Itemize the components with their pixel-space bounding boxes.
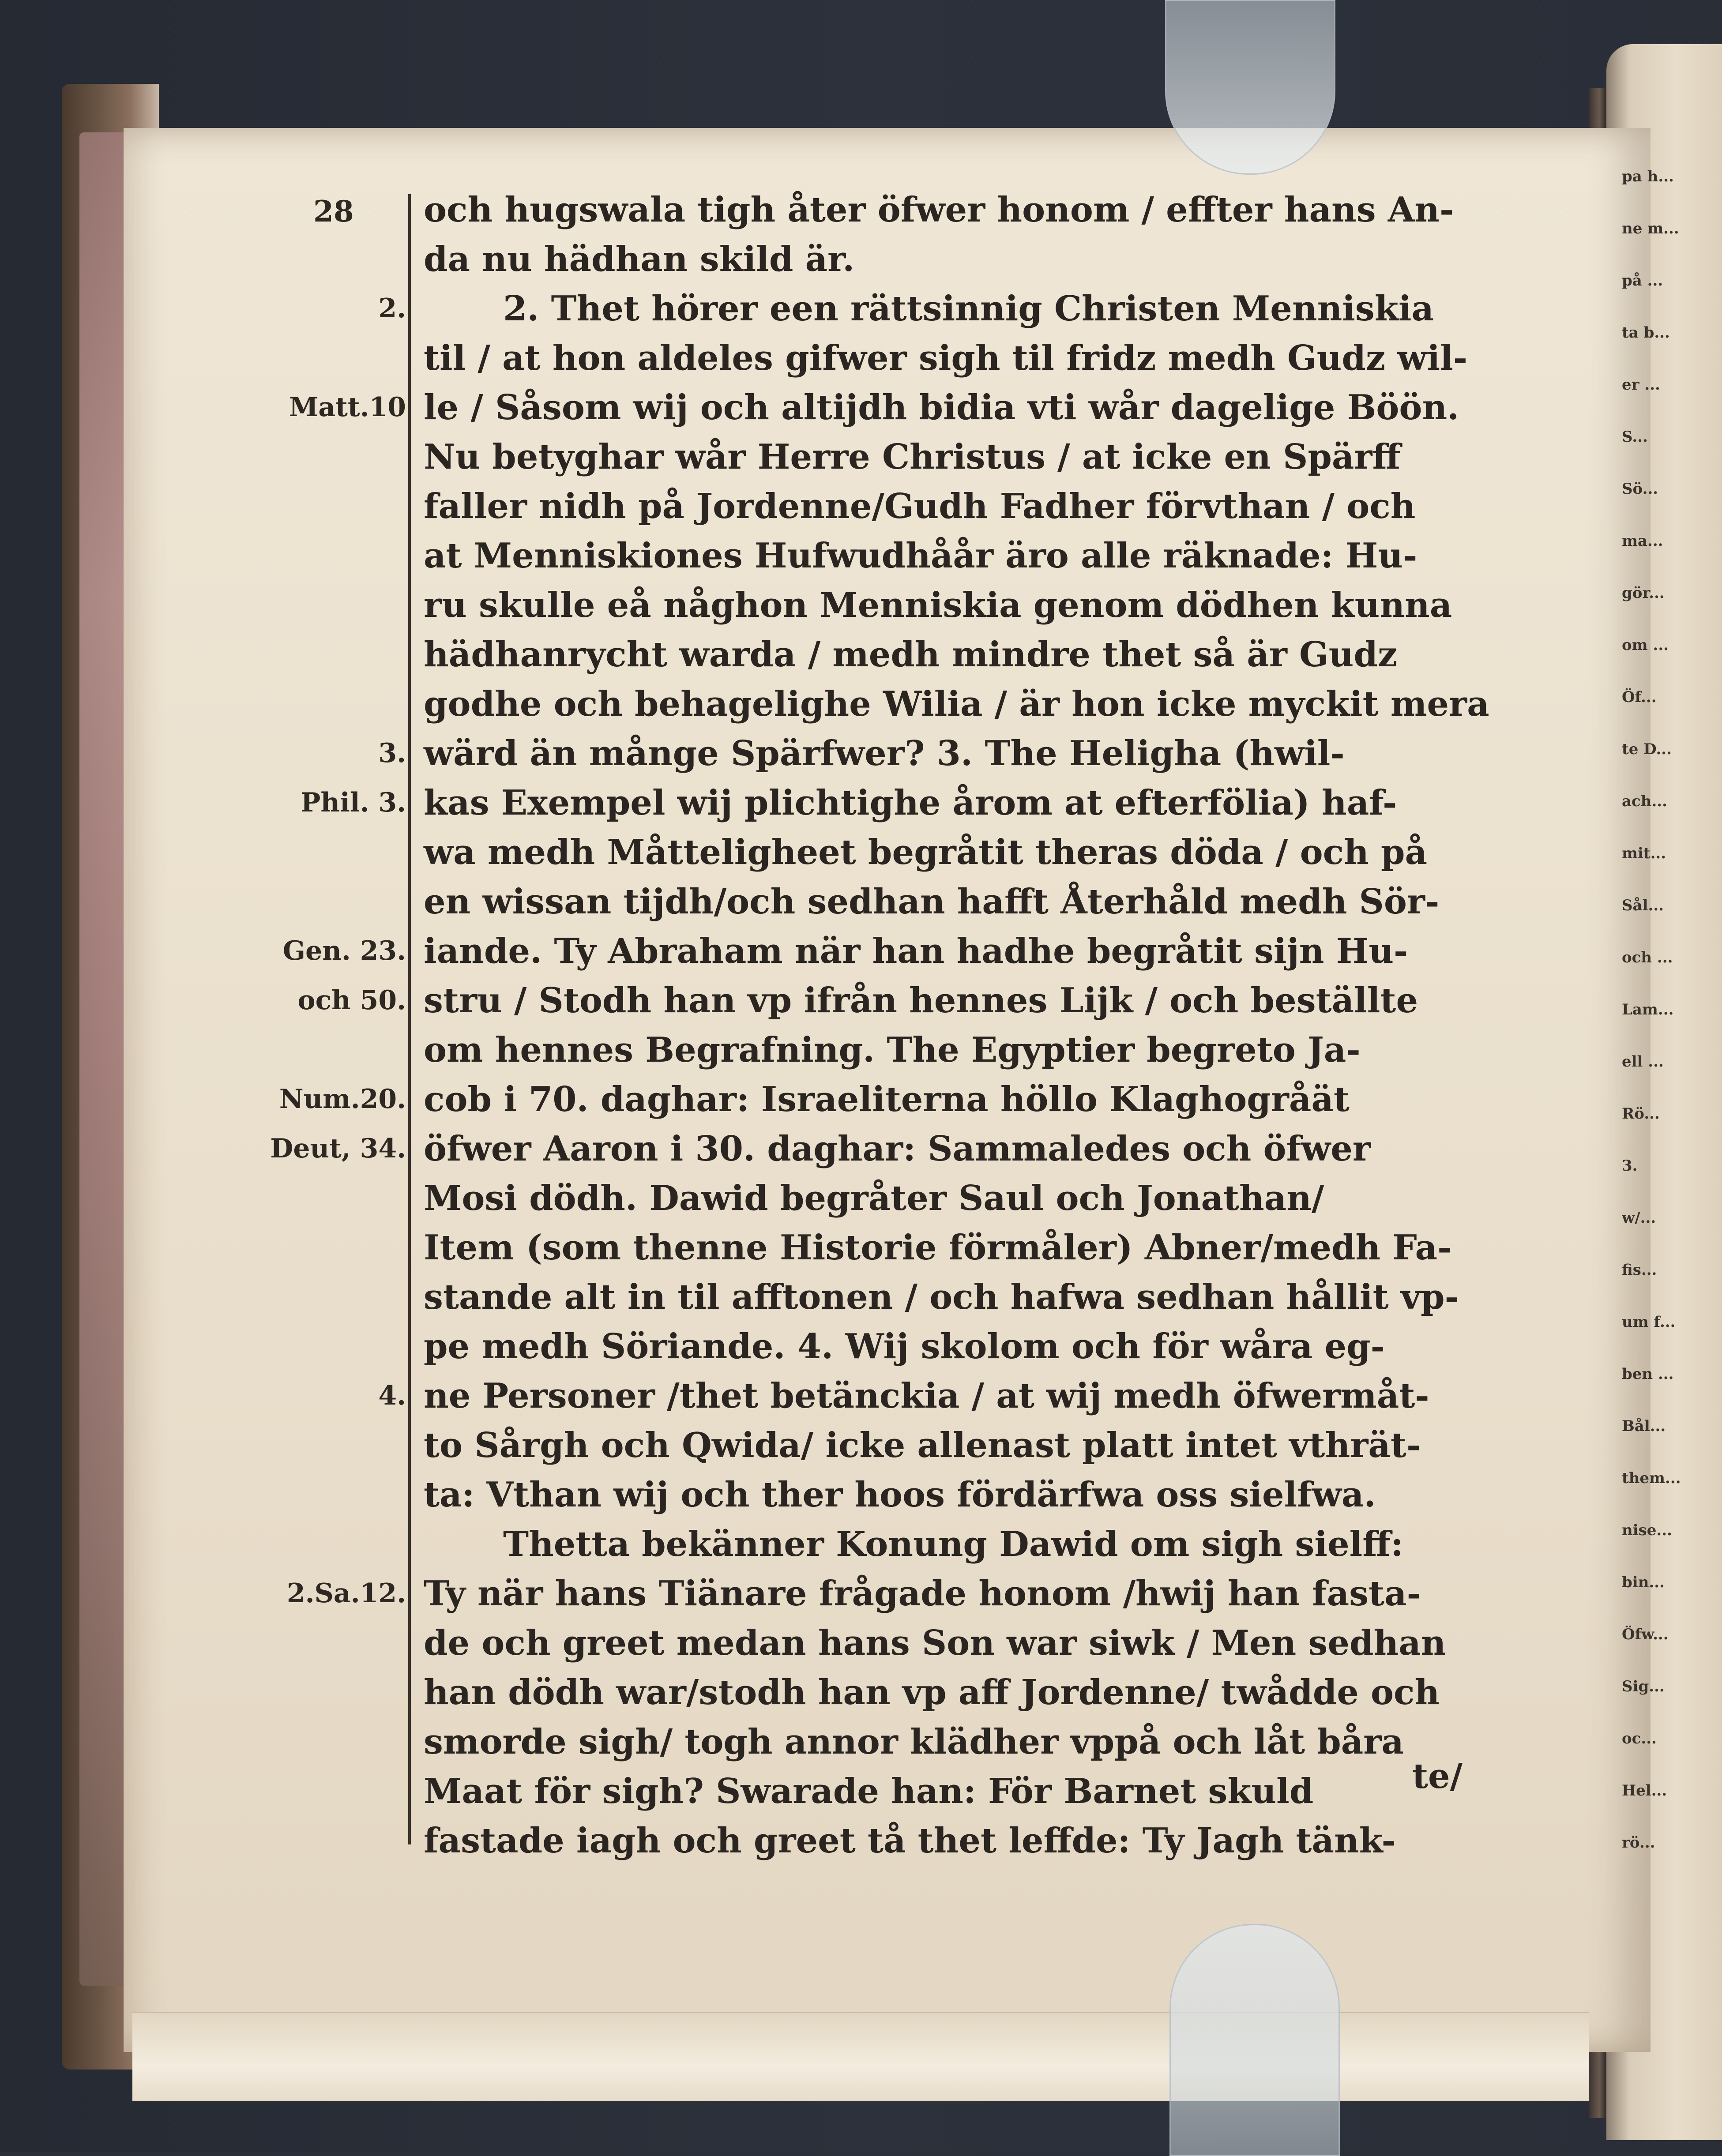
page-holder-clip-top	[1165, 0, 1335, 175]
facing-page-fragment: fis...	[1622, 1261, 1657, 1279]
facing-page-fragment: 3.	[1622, 1157, 1638, 1175]
facing-page-fragment: ma...	[1622, 532, 1663, 550]
facing-page-fragment: ne m...	[1622, 220, 1679, 237]
facing-page-fragment: Lam...	[1622, 1001, 1674, 1018]
text-line: godhe och behagelighe Wilia / är hon icke myckit mera	[424, 684, 1489, 724]
facing-page-fragment: them...	[1622, 1469, 1681, 1487]
text-line: ne Personer /thet betänckia / at wij medh öfwermåt-	[424, 1376, 1429, 1416]
facing-page-fragment: Sö...	[1622, 480, 1658, 498]
facing-page-fragment: Sig...	[1622, 1678, 1665, 1695]
text-line: le / Såsom wij och altijdh bidia vti wår dagelige Böön.	[424, 387, 1459, 428]
text-line: cob i 70. daghar: Israeliterna höllo Klaghogråät	[424, 1079, 1350, 1119]
page-holder-clip-bottom	[1169, 1924, 1340, 2156]
text-line: stru / Stodh han vp ifrån hennes Lijk / och beställte	[424, 980, 1418, 1021]
margin-note: 28	[313, 194, 354, 229]
text-line: faller nidh på Jordenne/Gudh Fadher förvthan / och	[424, 486, 1416, 526]
text-line: hädhanrycht warda / medh mindre thet så är Gudz	[424, 635, 1398, 675]
text-line: at Menniskiones Hufwudhåår äro alle räknade: Hu-	[424, 536, 1417, 576]
margin-note: Phil. 3.	[301, 787, 406, 818]
text-line: kas Exempel wij plichtighe årom at efterfölia) haf-	[424, 783, 1397, 823]
facing-page-fragment: gör...	[1622, 584, 1665, 602]
text-line: 2. Thet hörer een rättsinnig Christen Menniskia	[503, 289, 1434, 329]
text-line: han dödh war/stodh han vp aff Jordenne/ twådde och	[424, 1672, 1440, 1713]
text-line: wa medh Måtteligheet begråtit theras döda / och på	[424, 832, 1428, 872]
facing-page-fragment: Öf...	[1622, 688, 1657, 706]
text-line: da nu hädhan skild är.	[424, 239, 855, 279]
text-line: smorde sigh/ togh annor klädher vppå och låt båra	[424, 1722, 1404, 1762]
facing-page-fragment: Rö...	[1622, 1105, 1660, 1123]
text-line: Nu betyghar wår Herre Christus / at icke en Spärff	[424, 437, 1401, 477]
margin-rule	[408, 194, 411, 1844]
text-line: och hugswala tigh åter öfwer honom / effter hans An-	[424, 190, 1454, 230]
catchword: te/	[1412, 1756, 1463, 1796]
margin-note: 2.Sa.12.	[286, 1578, 406, 1609]
text-line: Ty när hans Tiänare frågade honom /hwij han fasta-	[424, 1574, 1421, 1614]
margin-note: Matt.10	[289, 392, 406, 423]
marbled-page-edge	[79, 132, 128, 1986]
margin-note: 4.	[378, 1380, 406, 1411]
facing-page-fragment: om ...	[1622, 636, 1669, 654]
margin-note: Deut, 34.	[270, 1133, 406, 1164]
margin-note: Gen. 23.	[282, 935, 406, 966]
facing-page-fragment: nise...	[1622, 1521, 1672, 1539]
facing-page-fragment: pa h...	[1622, 168, 1674, 185]
facing-page-fragment: mit...	[1622, 845, 1666, 862]
facing-page-fragment: ach...	[1622, 793, 1667, 810]
facing-page-fragment: rö...	[1622, 1834, 1655, 1852]
facing-page-fragment: Bål...	[1622, 1417, 1666, 1435]
text-line: öfwer Aaron i 30. daghar: Sammaledes och öfwer	[424, 1129, 1371, 1169]
facing-page-fragment: Öfw...	[1622, 1626, 1669, 1643]
text-line: om hennes Begrafning. The Egyptier begreto Ja-	[424, 1030, 1361, 1070]
facing-page-fragment: oc...	[1622, 1730, 1657, 1747]
facing-page-fragment: ben ...	[1622, 1365, 1674, 1383]
facing-page-fragment: Sål...	[1622, 897, 1664, 914]
text-line: Thetta bekänner Konung Dawid om sigh sielff:	[503, 1524, 1404, 1564]
facing-page-fragment: och ...	[1622, 949, 1673, 966]
body-text	[424, 185, 1492, 1866]
facing-page-fragment: w/...	[1622, 1209, 1656, 1227]
text-line: Item (som thenne Historie förmåler) Abner/medh Fa-	[424, 1228, 1452, 1268]
text-line: fastade iagh och greet tå thet leffde: Ty Jagh tänk-	[424, 1821, 1396, 1861]
text-line: stande alt in til afftonen / och hafwa sedhan hållit vp-	[424, 1277, 1459, 1317]
facing-page-fragment: er ...	[1622, 376, 1660, 394]
text-line: en wissan tijdh/och sedhan hafft Återhåld medh Sör-	[424, 882, 1440, 922]
text-line: ru skulle eå någhon Menniskia genom dödhen kunna	[424, 585, 1452, 625]
facing-page-fragment: på ...	[1622, 272, 1663, 289]
text-line: wärd än månge Spärfwer? 3. The Heligha (hwil-	[424, 733, 1345, 774]
margin-note: Num.20.	[279, 1084, 406, 1115]
facing-page-fragment: ell ...	[1622, 1053, 1664, 1070]
facing-page-fragment: bin...	[1622, 1574, 1665, 1591]
facing-page-fragment: te D...	[1622, 740, 1672, 758]
text-line: pe medh Söriande. 4. Wij skolom och för wåra eg-	[424, 1326, 1385, 1367]
margin-note: 2.	[378, 293, 406, 324]
text-line: Maat för sigh? Swarade han: För Barnet skuld	[424, 1771, 1314, 1811]
text-line: to Sårgh och Qwida/ icke allenast platt intet vthrät-	[424, 1425, 1421, 1465]
facing-page-fragment: ta b...	[1622, 324, 1670, 342]
page-stack-edge	[132, 2012, 1589, 2101]
facing-page-fragment: um f...	[1622, 1313, 1676, 1331]
text-line: de och greet medan hans Son war siwk / Men sedhan	[424, 1623, 1446, 1663]
margin-note: 3.	[378, 738, 406, 769]
text-line: ta: Vthan wij och ther hoos fördärfwa oss sielfwa.	[424, 1475, 1376, 1515]
facing-page-fragment: Hel...	[1622, 1782, 1667, 1799]
text-line: til / at hon aldeles gifwer sigh til fridz medh Gudz wil-	[424, 338, 1468, 378]
text-line: Mosi dödh. Dawid begråter Saul och Jonathan/	[424, 1178, 1324, 1218]
margin-note: och 50.	[297, 985, 406, 1016]
text-line: iande. Ty Abraham när han hadhe begråtit sijn Hu-	[424, 931, 1408, 971]
facing-page-fragment: S...	[1622, 428, 1648, 446]
